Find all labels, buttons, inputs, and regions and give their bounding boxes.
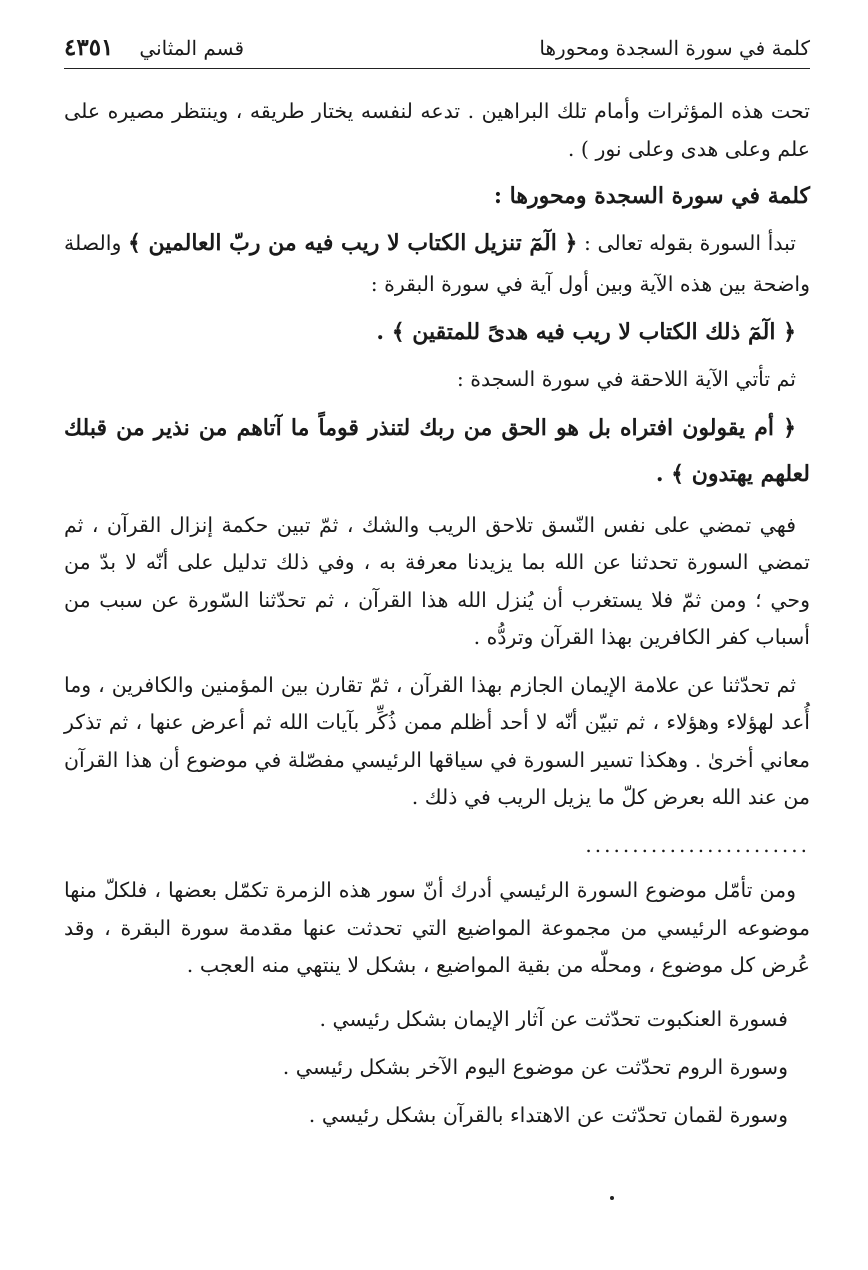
- verse-3: ﴿ أم يقولون افتراه بل هو الحق من ربك لتنذر قوماً ما آتاهم من نذير من قبلك لعلهم يهتدون ﴾ .: [64, 414, 810, 487]
- verse-2: ﴿ الٓمٓ ذلك الكتاب لا ريب فيه هدىً للمتقين ﴾ .: [376, 319, 796, 345]
- end-dot-mark: [610, 1196, 614, 1200]
- section-heading: كلمة في سورة السجدة ومحورها :: [493, 183, 810, 209]
- page-body: [64, 93, 810, 1139]
- page-number: ٤٣٥١: [64, 34, 114, 61]
- running-header: [64, 28, 810, 69]
- verse-1: ﴿ الٓمٓ تنزيل الكتاب لا ريب فيه من ربّ العالمين ﴾: [127, 229, 578, 256]
- paragraph-3: ثم تأتي الآية اللاحقة في سورة السجدة :: [456, 367, 796, 391]
- list-item: وسورة الروم تحدّثت عن موضوع اليوم الآخر بشكل رئيسي .: [282, 1054, 788, 1079]
- list-item: فسورة العنكبوت تحدّثت عن آثار الإيمان بشكل رئيسي .: [319, 1006, 788, 1031]
- header-section: قسم المثاني: [139, 36, 245, 60]
- header-title: كلمة في سورة السجدة ومحورها: [539, 36, 810, 60]
- section-separator: ........................: [585, 832, 810, 857]
- paragraph-6: ومن تأمّل موضوع السورة الرئيسي أدرك أنّ سور هذه الزمرة تكمّل بعضها ، فلكلّ منها موضوعه الرئيسي من مجموعة المواضيع التي تحدثت عنها مقدمة سورة البقرة ، وقد عُرض كل موضوع ، ومحلّه من بقية المواضيع ، بشكل لا ينتهي منه العجب .: [64, 878, 810, 977]
- paragraph-5: ثم تحدّثنا عن علامة الإيمان الجازم بهذا القرآن ، ثمّ تقارن بين المؤمنين والكافرين ، وما أُعد لهؤلاء وهؤلاء ، ثم تبيّن أنّه لا أحد أظلم ممن ذُكِّر بآيات الله ثم أعرض عنها ، ثم تذكر معاني أخرىٰ . وهكذا تسير السورة في سياقها الرئيسي مفصّلة في موضوع أن هذا القرآن من عند الله بعرض كلّ ما يزيل الريب في ذلك .: [64, 672, 810, 809]
- paragraph-1: تحت هذه المؤثرات وأمام تلك البراهين . تدعه لنفسه يختار طريقه ، وينتظر مصيره على علم وعلى هدى وعلى نور ) .: [64, 99, 810, 161]
- list-item: وسورة لقمان تحدّثت عن الاهتداء بالقرآن بشكل رئيسي .: [308, 1102, 788, 1127]
- header-meta: [64, 30, 244, 66]
- paragraph-4: فهي تمضي على نفس النّسق تلاحق الريب والشك ، ثمّ تبين حكمة إنزال القرآن ، ثم تمضي السورة تحدثنا عن الله بما يزيدنا معرفة به ، وفي ذلك تدليل على أنّه لا بدّ من وحي ؛ ومن ثمّ فلا يستغرب أن يُنزل الله هذا القرآن ، ثم تحدّثنا السّورة عن سبب من أسباب كفر الكافرين بهذا القرآن وتردُّه .: [64, 512, 810, 649]
- paragraph-2-rest: والصلة واضحة بين هذه الآية وبين أول آية في سورة البقرة :: [64, 230, 810, 296]
- paragraph-2-intro: تبدأ السورة بقوله تعالى :: [584, 230, 796, 255]
- book-page: [64, 28, 810, 1250]
- paragraph-2: [64, 220, 810, 304]
- surah-list: [64, 995, 810, 1139]
